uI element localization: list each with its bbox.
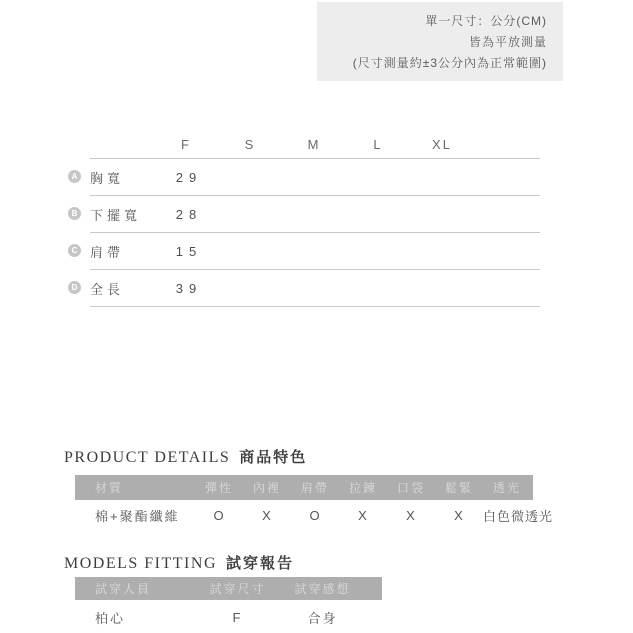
size-row-hem xyxy=(71,196,540,233)
col-stretch: 鬆緊 xyxy=(444,481,473,495)
product-details-title-en: PRODUCT DETAILS xyxy=(64,449,231,466)
col-fitting-size: 試穿尺寸 xyxy=(209,582,266,596)
val-pocket: X xyxy=(406,508,416,523)
size-row-strap xyxy=(71,233,540,270)
col-material: 材質 xyxy=(95,481,124,495)
val-elasticity: O xyxy=(213,508,225,523)
measurement-note-line: (尺寸測量約±3公分內為正常範圍) xyxy=(352,56,547,70)
models-fitting-title-en: MODELS FITTING xyxy=(64,555,217,572)
col-strap: 肩帶 xyxy=(300,481,329,495)
col-lining: 內裡 xyxy=(252,481,281,495)
val-material: 棉+聚酯纖維 xyxy=(95,509,180,524)
product-details-row xyxy=(75,500,554,531)
models-fitting-header xyxy=(75,577,382,600)
size-chart-table xyxy=(62,131,540,307)
models-fitting-row xyxy=(75,603,382,631)
size-value-f: 29 xyxy=(175,169,203,185)
col-fitter: 試穿人員 xyxy=(95,582,152,596)
size-chart-header xyxy=(90,131,540,159)
marker-a-icon: A xyxy=(68,170,81,183)
measurement-note-line: 皆為平放測量 xyxy=(468,35,547,49)
val-strap: O xyxy=(309,508,321,523)
val-zipper: X xyxy=(358,508,368,523)
product-details-header xyxy=(75,475,533,500)
product-details-title xyxy=(64,446,307,467)
measurement-note-line: 單一尺寸：公分(CM) xyxy=(425,14,547,28)
val-translucency: 白色微透光 xyxy=(483,509,554,524)
size-value-f: 39 xyxy=(175,280,203,296)
size-col-l: L xyxy=(373,137,383,152)
col-elasticity: 彈性 xyxy=(204,481,233,495)
models-fitting-title-zh: 試穿報告 xyxy=(226,555,295,572)
size-row-label: 胸寬 xyxy=(90,170,125,186)
val-lining: X xyxy=(262,508,272,523)
marker-d-icon: D xyxy=(68,281,81,294)
size-row-label: 肩帶 xyxy=(90,244,125,260)
val-fitting-size: F xyxy=(232,609,243,625)
col-translucency: 透光 xyxy=(492,481,521,495)
col-fitting-notes: 試穿感想 xyxy=(294,582,351,596)
col-zipper: 拉鍊 xyxy=(348,481,377,495)
size-row-label: 下擺寬 xyxy=(90,207,142,223)
size-row-label: 全長 xyxy=(90,281,125,297)
size-value-f: 28 xyxy=(175,206,203,222)
val-fitting-notes: 合身 xyxy=(307,610,338,626)
size-col-s: S xyxy=(244,137,256,152)
measurement-note xyxy=(317,2,563,81)
size-col-xl: XL xyxy=(432,137,452,152)
marker-c-icon: C xyxy=(68,244,81,257)
size-row-length xyxy=(71,270,540,307)
marker-b-icon: B xyxy=(68,207,81,220)
product-details-title-zh: 商品特色 xyxy=(239,449,308,466)
size-row-chest xyxy=(71,159,540,196)
size-col-f: F xyxy=(181,137,191,152)
size-col-m: M xyxy=(307,137,321,152)
val-fitter: 柏心 xyxy=(95,610,126,626)
size-value-f: 15 xyxy=(175,243,203,259)
models-fitting-table xyxy=(75,577,382,631)
models-fitting-title xyxy=(64,552,294,573)
val-stretch: X xyxy=(454,508,464,523)
product-details-table xyxy=(75,475,554,531)
col-pocket: 口袋 xyxy=(396,481,425,495)
